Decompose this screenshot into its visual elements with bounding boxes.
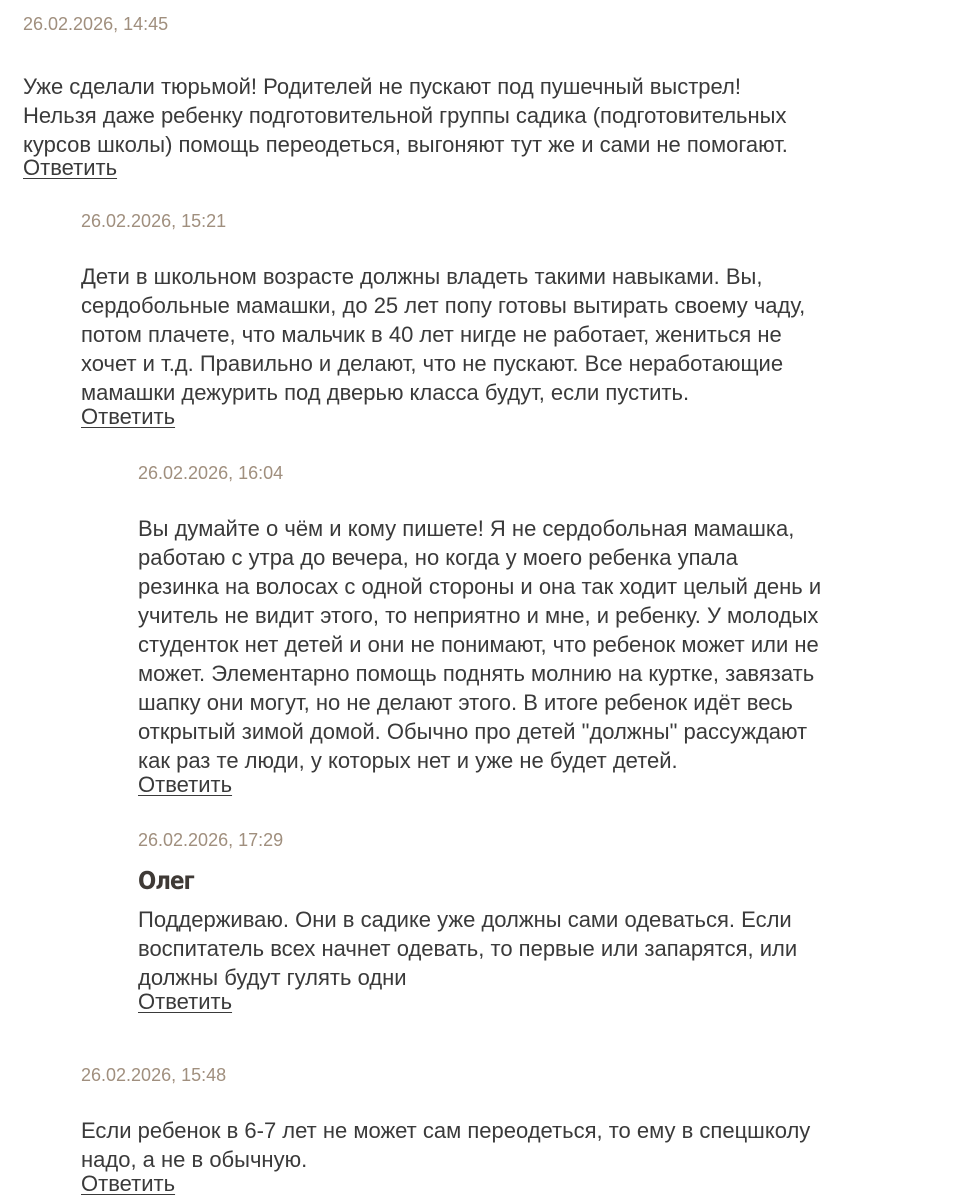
- comment-date: 26.02.2026, 15:48: [81, 1065, 227, 1085]
- reply-link[interactable]: Ответить: [81, 1171, 176, 1196]
- comment-text: Вы думайте о чём и кому пишете! Я не сердобольная мамашка, работаю с утра до вечера, но когда у моего ребенка упала резинка на волосах с одной стороны и она так ходит целый день и учитель не видит этого, то неприятно и мне, и ребенку. У молодых студенток нет детей и они не понимают, что ребенок может или не может. Элементарно помощь поднять молнию на куртке, завязать шапку они могут, но не делают этого. В итоге ребенок идёт весь открытый зимой домой. Обычно про детей "должны" рассуждают как раз те люди, у которых нет и уже не будет детей.: [138, 516, 822, 773]
- comment-date: 26.02.2026, 17:29: [138, 830, 284, 850]
- comment-text: Дети в школьном возрасте должны владеть такими навыками. Вы, сердобольные мамашки, до 25 лет попу готовы вытирать своему чаду, потом плачете, что мальчик в 40 лет нигде не работает, жениться не хочет и т.д. Правильно и делают, что не пускают. Все неработающие мамашки дежурить под дверью класса будут, если пустить.: [81, 264, 806, 405]
- comment-text: Поддерживаю. Они в садике уже должны сами одеваться. Если воспитатель всех начнет одевать, то первые или запарятся, или должны будут гулять одни: [138, 907, 798, 990]
- reply-link[interactable]: Ответить: [138, 772, 233, 797]
- comment-author: Олег: [138, 866, 194, 895]
- comment-date: 26.02.2026, 16:04: [138, 463, 284, 483]
- comment-text: Если ребенок в 6-7 лет не может сам переодеться, то ему в спецшколу надо, а не в обычную.: [81, 1118, 811, 1172]
- comment-reply: [138, 463, 938, 798]
- reply-link[interactable]: Ответить: [81, 404, 176, 429]
- comment-date: 26.02.2026, 15:21: [81, 211, 227, 231]
- comment-reply: [81, 1065, 941, 1197]
- comment-reply: [138, 830, 938, 1015]
- comment: [23, 14, 923, 181]
- comment-reply: [81, 211, 941, 430]
- comment-text: Уже сделали тюрьмой! Родителей не пускают под пушечный выстрел! Нельзя даже ребенку подготовительной группы садика (подготовительных курсов школы) помощь переодеться, выгоняют тут же и сами не помогают.: [23, 74, 788, 157]
- reply-link[interactable]: Ответить: [138, 989, 233, 1014]
- reply-link[interactable]: Ответить: [23, 155, 118, 180]
- comment-date: 26.02.2026, 14:45: [23, 14, 169, 34]
